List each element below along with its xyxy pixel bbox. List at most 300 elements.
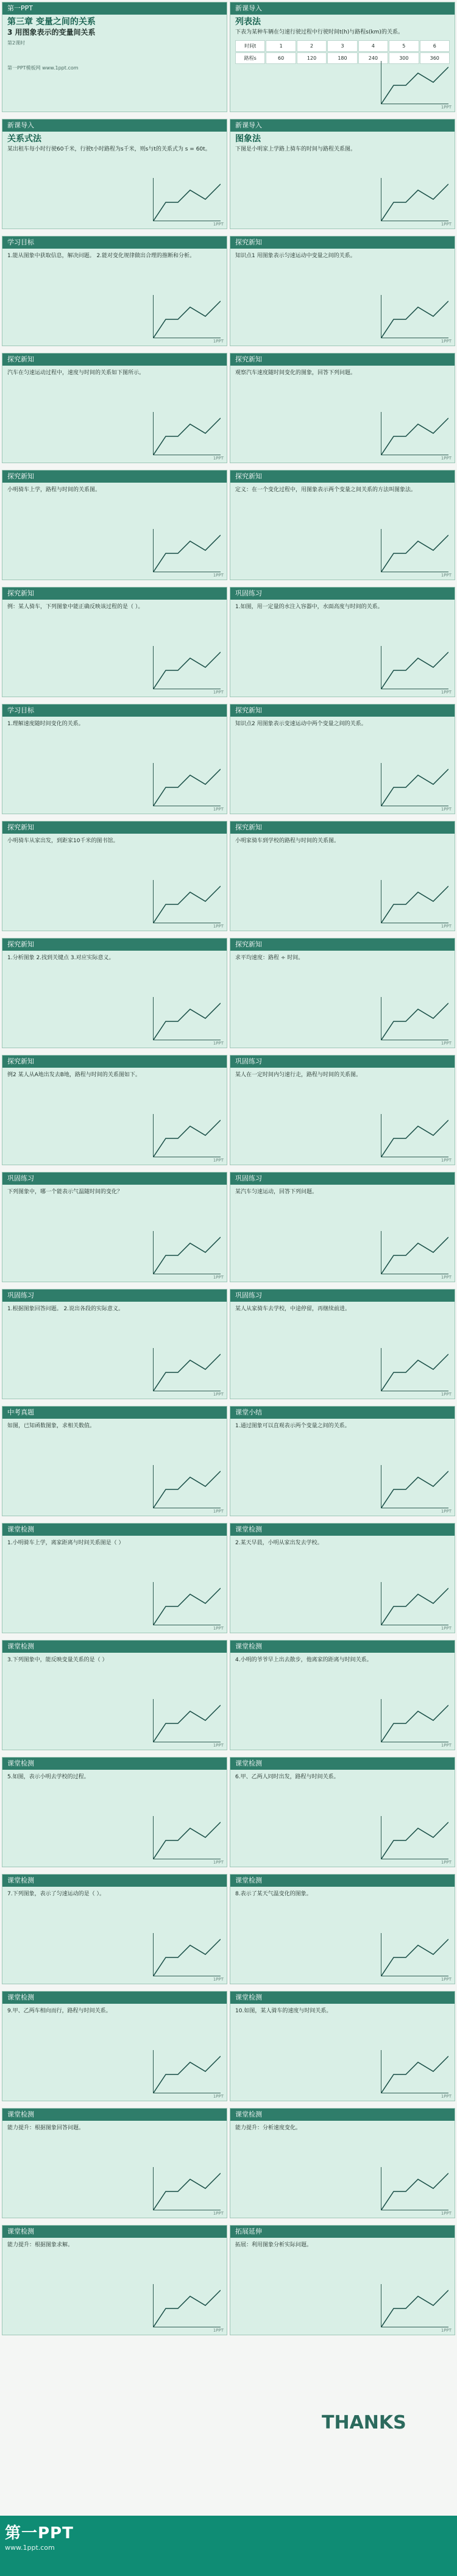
- slide-header: 课堂检测: [2, 2109, 227, 2121]
- slide-title: 列表法: [235, 17, 261, 27]
- slide-thumbnail: [2, 353, 227, 463]
- slide-page-number: 1PPT: [441, 2211, 452, 2216]
- table-header-cell: 3: [327, 40, 357, 52]
- slide-thumbnail: [2, 938, 227, 1048]
- slide-text: 1.分析图象 2.找到关键点 3.对应实际意义。: [7, 955, 115, 961]
- mini-graph-line: [154, 2290, 221, 2327]
- mini-graph: [153, 295, 221, 338]
- mini-graph: [153, 2050, 221, 2093]
- slide-page-number: 1PPT: [213, 573, 224, 578]
- footer-banner: [0, 2516, 457, 2576]
- slide-text: 下表为某种车辆在匀速行驶过程中行驶时间t(h)与路程s(km)的关系。: [235, 29, 403, 35]
- mini-graph: [381, 880, 448, 923]
- slide-page-number: 1PPT: [213, 1041, 224, 1046]
- mini-graph-line: [381, 1471, 448, 1508]
- mini-graph-svg: [381, 1582, 448, 1625]
- slide-thumbnail: [2, 119, 227, 229]
- slide-header: 探究新知: [2, 353, 227, 366]
- slide-title: 关系式法: [7, 134, 41, 144]
- mini-graph-line: [381, 1237, 448, 1274]
- mini-graph-line: [154, 1939, 221, 1976]
- cover-site: 第一PPT模板网 www.1ppt.com: [7, 65, 79, 71]
- mini-graph-svg: [154, 1582, 221, 1625]
- table-header-cell: 4: [358, 40, 388, 52]
- mini-graph-line: [154, 2173, 221, 2210]
- brand-url: www.1ppt.com: [5, 2544, 55, 2552]
- mini-graph-line: [381, 769, 448, 806]
- cover-title-line3: 第2课时: [7, 40, 26, 46]
- mini-graph-line: [154, 301, 221, 338]
- slide-text: 定义：在一个变化过程中，用图象表示两个变量之间关系的方法叫图象法。: [235, 487, 417, 493]
- slide-text: 例2 某人从A地出发去B地，路程与时间的关系图如下。: [7, 1072, 141, 1078]
- slide-page-number: 1PPT: [213, 1860, 224, 1865]
- mini-graph-svg: [154, 1699, 221, 1742]
- mini-graph-line: [381, 2290, 448, 2327]
- mini-graph-svg: [154, 178, 221, 221]
- slide-thumbnail: [2, 704, 227, 814]
- mini-graph-svg: [154, 880, 221, 923]
- mini-graph-svg: [381, 61, 448, 104]
- mini-graph-line: [154, 1354, 221, 1391]
- mini-graph-svg: [154, 997, 221, 1040]
- mini-graph-svg: [154, 2167, 221, 2210]
- mini-graph: [153, 1699, 221, 1742]
- slide-text: 汽车在匀速运动过程中，速度与时间的关系如下图所示。: [7, 370, 145, 376]
- mini-graph-svg: [154, 2284, 221, 2327]
- slide-thumbnail: [230, 1172, 455, 1282]
- slide-header: 探究新知: [230, 470, 455, 483]
- slide-text: 6.甲、乙两人同时出发，路程与时间关系。: [235, 1774, 339, 1780]
- slide-header: 课堂小结: [230, 1407, 455, 1419]
- slide-thumbnail: [2, 1172, 227, 1282]
- slide-thumbnail: [2, 1289, 227, 1399]
- slide-thumbnail: [2, 821, 227, 931]
- slide-thumbnail: [230, 119, 455, 229]
- slide-thumbnail: [2, 236, 227, 346]
- slide-thumbnail: [230, 1757, 455, 1867]
- slide-header: 学习目标: [2, 236, 227, 249]
- slide-text: 某汽车匀速运动，回答下列问题。: [235, 1189, 318, 1195]
- mini-graph-line: [381, 1120, 448, 1157]
- slide-thumbnail: [230, 587, 455, 697]
- slide-header: 新课导入: [2, 119, 227, 132]
- mini-graph-line: [154, 1120, 221, 1157]
- mini-graph: [153, 1465, 221, 1508]
- mini-graph: [153, 1933, 221, 1976]
- mini-graph-line: [381, 1354, 448, 1391]
- mini-graph-svg: [381, 997, 448, 1040]
- slide-header: 课堂检测: [230, 2109, 455, 2121]
- slide-page-number: 1PPT: [441, 1626, 452, 1631]
- slide-text: 知识点1 用图象表示匀速运动中变量之间的关系。: [235, 253, 356, 259]
- slide-header: 探究新知: [2, 821, 227, 834]
- mini-graph: [381, 1231, 448, 1274]
- mini-graph: [381, 997, 448, 1040]
- brand-logo-text: 第一PPT: [5, 2524, 74, 2542]
- mini-graph: [153, 1231, 221, 1274]
- slide-thumbnail: [230, 2, 455, 112]
- slide-header: 拓展延伸: [230, 2226, 455, 2238]
- slide-text: 1.小明骑车上学，离家距离与时间关系图是（ ）: [7, 1540, 124, 1546]
- table-cell: 300: [389, 52, 419, 64]
- slide-thumbnail: [2, 1406, 227, 1516]
- mini-graph: [153, 1348, 221, 1391]
- mini-graph-svg: [154, 1231, 221, 1274]
- slide-header: 探究新知: [2, 587, 227, 600]
- slide-text: 9.甲、乙两车相向而行，路程与时间关系。: [7, 2008, 112, 2014]
- slide-text: 2.某天早晨，小明从家出发去学校。: [235, 1540, 323, 1546]
- mini-graph-svg: [154, 1816, 221, 1859]
- mini-graph: [381, 763, 448, 806]
- mini-graph: [381, 1816, 448, 1859]
- mini-graph: [381, 1114, 448, 1157]
- slide-header: 课堂检测: [230, 1641, 455, 1653]
- slide-text: 某人在一定时间内匀速行走，路程与时间的关系图。: [235, 1072, 362, 1078]
- cover-title-line1: 第三章 变量之间的关系: [7, 17, 96, 27]
- mini-graph: [381, 2284, 448, 2327]
- slide-text: 下列图象中，哪一个能表示气温随时间的变化？: [7, 1189, 123, 1195]
- table-cell: 240: [358, 52, 388, 64]
- mini-graph-line: [154, 2056, 221, 2093]
- slide-text: 例：某人骑车，下列图象中能正确反映该过程的是（ ）。: [7, 604, 144, 610]
- slide-header: 巩固练习: [2, 1173, 227, 1185]
- mini-graph-svg: [154, 529, 221, 572]
- slide-thumbnail: [2, 2108, 227, 2218]
- mini-graph: [153, 1816, 221, 1859]
- slide-page-number: 1PPT: [441, 2094, 452, 2099]
- mini-graph-line: [381, 1003, 448, 1040]
- slide-text: 某出租车每小时行驶60千米，行驶t小时路程为s千米，则s与t的关系式为 s = 60t。: [7, 146, 211, 152]
- mini-graph-svg: [381, 1114, 448, 1157]
- slide-page-number: 1PPT: [441, 1977, 452, 1982]
- slide-thumbnail: [230, 1640, 455, 1750]
- mini-graph-svg: [381, 763, 448, 806]
- slide-thumbnail: [230, 470, 455, 580]
- slide-header: 新课导入: [230, 119, 455, 132]
- slide-page-number: 1PPT: [213, 807, 224, 812]
- mini-graph-line: [381, 2056, 448, 2093]
- mini-graph: [153, 529, 221, 572]
- mini-graph-svg: [381, 2050, 448, 2093]
- slide-text: 观察汽车速度随时间变化的图象，回答下列问题。: [235, 370, 356, 376]
- mini-graph-line: [154, 886, 221, 923]
- cover-slide: [2, 2, 227, 112]
- mini-graph: [381, 412, 448, 455]
- mini-graph-svg: [154, 646, 221, 689]
- slide-header: 课堂检测: [230, 1524, 455, 1536]
- slide-header: 课堂检测: [2, 1992, 227, 2004]
- mini-graph-svg: [381, 2167, 448, 2210]
- slide-header: 课堂检测: [230, 1875, 455, 1887]
- mini-graph-svg: [154, 1114, 221, 1157]
- slide-page-number: 1PPT: [213, 1509, 224, 1514]
- slide-page-number: 1PPT: [441, 1860, 452, 1865]
- mini-graph: [381, 1465, 448, 1508]
- slide-text: 如图，已知函数图象，求相关数值。: [7, 1423, 96, 1429]
- slide-page-number: 1PPT: [213, 2211, 224, 2216]
- mini-graph-line: [381, 1588, 448, 1625]
- mini-graph-line: [154, 418, 221, 455]
- slide-text: 下图是小明家上学路上骑车的时间与路程关系图。: [235, 146, 356, 152]
- slide-thumbnail: [230, 1406, 455, 1516]
- mini-graph-svg: [381, 412, 448, 455]
- slide-text: 1.根据图象回答问题。 2.说出各段的实际意义。: [7, 1306, 124, 1312]
- mini-graph-line: [381, 2173, 448, 2210]
- mini-graph: [381, 2050, 448, 2093]
- slide-text: 1.能从图象中获取信息，解决问题。 2.能对变化规律做出合理的推断和分析。: [7, 253, 196, 259]
- slide-header: 新课导入: [230, 2, 455, 15]
- slide-text: 7.下列图象，表示了匀速运动的是（ ）。: [7, 1891, 105, 1897]
- mini-graph-line: [381, 1822, 448, 1859]
- mini-graph-line: [154, 769, 221, 806]
- slide-thumbnail: [230, 1523, 455, 1633]
- slide-page-number: 1PPT: [441, 1041, 452, 1046]
- mini-graph-svg: [154, 1348, 221, 1391]
- slide-title: 图象法: [235, 134, 261, 144]
- table-cell: 180: [327, 52, 357, 64]
- slide-page-number: 1PPT: [213, 456, 224, 461]
- mini-graph-svg: [381, 1231, 448, 1274]
- slide-page-number: 1PPT: [441, 690, 452, 695]
- slide-thumbnail: [230, 1991, 455, 2101]
- slide-thumbnail: [2, 1991, 227, 2101]
- mini-graph-svg: [381, 646, 448, 689]
- table-cell: 360: [420, 52, 450, 64]
- slide-header: 探究新知: [230, 704, 455, 717]
- slide-header: 探究新知: [230, 236, 455, 249]
- slide-header: 探究新知: [2, 1056, 227, 1068]
- mini-graph: [153, 763, 221, 806]
- mini-graph-line: [381, 418, 448, 455]
- slide-header: 探究新知: [2, 939, 227, 951]
- slide-text: 求平均速度：路程 ÷ 时间。: [235, 955, 304, 961]
- slide-header: 探究新知: [230, 939, 455, 951]
- slide-thumbnail: [230, 1874, 455, 1984]
- slide-page-number: 1PPT: [441, 807, 452, 812]
- table-header-cell: 5: [389, 40, 419, 52]
- slide-thumbnail: [2, 1055, 227, 1165]
- slide-thumbnail: [2, 470, 227, 580]
- slide-page-number: 1PPT: [441, 924, 452, 929]
- slide-header: 巩固练习: [230, 587, 455, 600]
- mini-graph: [153, 178, 221, 221]
- slide-header: 课堂检测: [2, 1758, 227, 1770]
- mini-graph-svg: [381, 1816, 448, 1859]
- slide-thumbnail: [230, 938, 455, 1048]
- mini-graph: [153, 997, 221, 1040]
- mini-graph: [153, 2284, 221, 2327]
- slide-header: 探究新知: [230, 821, 455, 834]
- slide-text: 某人从家骑车去学校，中途停留，再继续前进。: [235, 1306, 351, 1312]
- slide-header: 课堂检测: [230, 1992, 455, 2004]
- mini-graph-svg: [154, 412, 221, 455]
- table-cell: 路程s: [235, 52, 265, 64]
- slide-text: 5.如图，表示小明去学校的过程。: [7, 1774, 90, 1780]
- cover-header: 第一PPT: [2, 2, 227, 15]
- slide-header: 巩固练习: [230, 1056, 455, 1068]
- slide-page-number: 1PPT: [213, 1626, 224, 1631]
- slide-thumbnail: [2, 1640, 227, 1750]
- mini-graph: [381, 529, 448, 572]
- slide-page-number: 1PPT: [213, 690, 224, 695]
- mini-graph-line: [381, 184, 448, 221]
- mini-graph-svg: [381, 2284, 448, 2327]
- slide-text: 能力提升：根据图象回答问题。: [7, 2125, 85, 2131]
- mini-graph-svg: [381, 1465, 448, 1508]
- slide-page-number: 1PPT: [441, 1275, 452, 1280]
- slide-thumbnail: [230, 1289, 455, 1399]
- slide-text: 3.下列图象中，能反映变量关系的是（ ）: [7, 1657, 108, 1663]
- slide-text: 小明家骑车到学校的路程与时间的关系图。: [235, 838, 340, 844]
- mini-graph: [381, 178, 448, 221]
- mini-graph: [153, 1114, 221, 1157]
- mini-graph-line: [381, 1705, 448, 1742]
- mini-graph-svg: [381, 1933, 448, 1976]
- slide-text: 1.通过图象可以直观表示两个变量之间的关系。: [235, 1423, 350, 1429]
- slide-header: 课堂检测: [2, 1524, 227, 1536]
- table-cell: 60: [266, 52, 296, 64]
- slide-page-number: 1PPT: [213, 1743, 224, 1748]
- mini-graph-svg: [154, 1933, 221, 1976]
- slide-header: 课堂检测: [2, 1875, 227, 1887]
- mini-graph: [381, 61, 448, 104]
- cover-title-line2: 3 用图象表示的变量间关系: [7, 28, 96, 37]
- mini-graph-line: [154, 1822, 221, 1859]
- mini-graph-line: [381, 67, 448, 104]
- mini-graph-line: [154, 535, 221, 572]
- mini-graph-line: [154, 652, 221, 689]
- mini-graph-line: [154, 1237, 221, 1274]
- slide-page-number: 1PPT: [213, 2094, 224, 2099]
- slide-text: 10.如图，某人骑车的速度与时间关系。: [235, 2008, 332, 2014]
- slide-text: 4.小明的爷爷早上出去散步，他离家的距离与时间关系。: [235, 1657, 372, 1663]
- slide-page-number: 1PPT: [213, 222, 224, 227]
- mini-graph-line: [381, 886, 448, 923]
- slide-thumbnail: [230, 236, 455, 346]
- slide-page-number: 1PPT: [213, 2328, 224, 2333]
- slide-header: 学习目标: [2, 704, 227, 717]
- thanks-text: THANKS: [322, 2412, 406, 2433]
- slide-header: 课堂检测: [2, 1641, 227, 1653]
- mini-graph-svg: [154, 295, 221, 338]
- mini-graph: [153, 646, 221, 689]
- mini-graph-svg: [381, 529, 448, 572]
- mini-graph: [381, 1933, 448, 1976]
- mini-graph: [381, 1699, 448, 1742]
- mini-graph-line: [381, 301, 448, 338]
- slide-header: 巩固练习: [230, 1290, 455, 1302]
- slide-thumbnail: [2, 1874, 227, 1984]
- mini-graph-svg: [381, 1699, 448, 1742]
- slide-thumbnail: [230, 1055, 455, 1165]
- slide-page-number: 1PPT: [441, 1158, 452, 1163]
- mini-graph-svg: [381, 1348, 448, 1391]
- table-header-cell: 2: [297, 40, 327, 52]
- slide-thumbnail: [230, 2225, 455, 2335]
- mini-graph-svg: [381, 880, 448, 923]
- mini-graph-line: [154, 1003, 221, 1040]
- slide-page-number: 1PPT: [441, 1509, 452, 1514]
- slide-thumbnail: [2, 2225, 227, 2335]
- slide-thumbnail: [230, 353, 455, 463]
- mini-graph-line: [154, 1588, 221, 1625]
- mini-graph: [381, 1582, 448, 1625]
- slide-thumbnail: [2, 1757, 227, 1867]
- mini-graph-line: [154, 1705, 221, 1742]
- slide-header: 课堂检测: [230, 1758, 455, 1770]
- mini-graph: [153, 2167, 221, 2210]
- slide-page-number: 1PPT: [441, 1743, 452, 1748]
- mini-graph-line: [154, 1471, 221, 1508]
- slide-thumbnail: [2, 587, 227, 697]
- slide-page-number: 1PPT: [213, 1275, 224, 1280]
- slide-header: 探究新知: [230, 353, 455, 366]
- mini-graph-line: [381, 535, 448, 572]
- mini-graph: [381, 646, 448, 689]
- slide-header: 巩固练习: [2, 1290, 227, 1302]
- slide-thumbnail: [230, 2108, 455, 2218]
- table-header-cell: 时间t: [235, 40, 265, 52]
- slide-text: 1.如图，用一定量的水注入容器中，水面高度与时间的关系。: [235, 604, 383, 610]
- slide-text: 小明骑车从家出发，到距家10千米的图书馆。: [7, 838, 119, 844]
- mini-graph: [381, 2167, 448, 2210]
- mini-graph: [153, 412, 221, 455]
- slide-thumbnail: [230, 704, 455, 814]
- slide-thumbnail: [230, 821, 455, 931]
- mini-graph-svg: [154, 1465, 221, 1508]
- slide-text: 小明骑车上学，路程与时间的关系图。: [7, 487, 101, 493]
- mini-graph: [381, 295, 448, 338]
- slide-thumbnail: [2, 1523, 227, 1633]
- table-header-cell: 1: [266, 40, 296, 52]
- slide-header: 课堂检测: [2, 2226, 227, 2238]
- slide-text: 能力提升：根据图象求解。: [7, 2242, 74, 2248]
- mini-graph: [153, 1582, 221, 1625]
- mini-graph: [381, 1348, 448, 1391]
- slide-page-number: 1PPT: [441, 573, 452, 578]
- slide-text: 拓展：利用图象分析实际问题。: [235, 2242, 313, 2248]
- mini-graph-line: [154, 184, 221, 221]
- table-header-cell: 6: [420, 40, 450, 52]
- slide-page-number: 1PPT: [441, 105, 452, 110]
- slide-header: 中考真题: [2, 1407, 227, 1419]
- mini-graph-line: [381, 652, 448, 689]
- mini-graph: [153, 880, 221, 923]
- mini-graph-line: [381, 1939, 448, 1976]
- mini-graph-svg: [154, 2050, 221, 2093]
- slide-page-number: 1PPT: [213, 1392, 224, 1397]
- slide-text: 能力提升：分析速度变化。: [235, 2125, 302, 2131]
- slide-page-number: 1PPT: [213, 924, 224, 929]
- slide-page-number: 1PPT: [441, 222, 452, 227]
- slide-text: 1.理解速度随时间变化的关系。: [7, 721, 84, 727]
- mini-graph-svg: [154, 763, 221, 806]
- slide-page-number: 1PPT: [441, 339, 452, 344]
- mini-graph-svg: [381, 295, 448, 338]
- slide-page-number: 1PPT: [441, 1392, 452, 1397]
- slide-header: 巩固练习: [230, 1173, 455, 1185]
- slide-text: 知识点2 用图象表示变速运动中两个变量之间的关系。: [235, 721, 367, 727]
- slide-page-number: 1PPT: [441, 456, 452, 461]
- slide-page-number: 1PPT: [213, 1158, 224, 1163]
- slide-text: 8.表示了某天气温变化的图象。: [235, 1891, 312, 1897]
- slide-page-number: 1PPT: [441, 2328, 452, 2333]
- slide-header: 探究新知: [2, 470, 227, 483]
- table-cell: 120: [297, 52, 327, 64]
- slide-page-number: 1PPT: [213, 339, 224, 344]
- slide-page-number: 1PPT: [213, 1977, 224, 1982]
- mini-graph-svg: [381, 178, 448, 221]
